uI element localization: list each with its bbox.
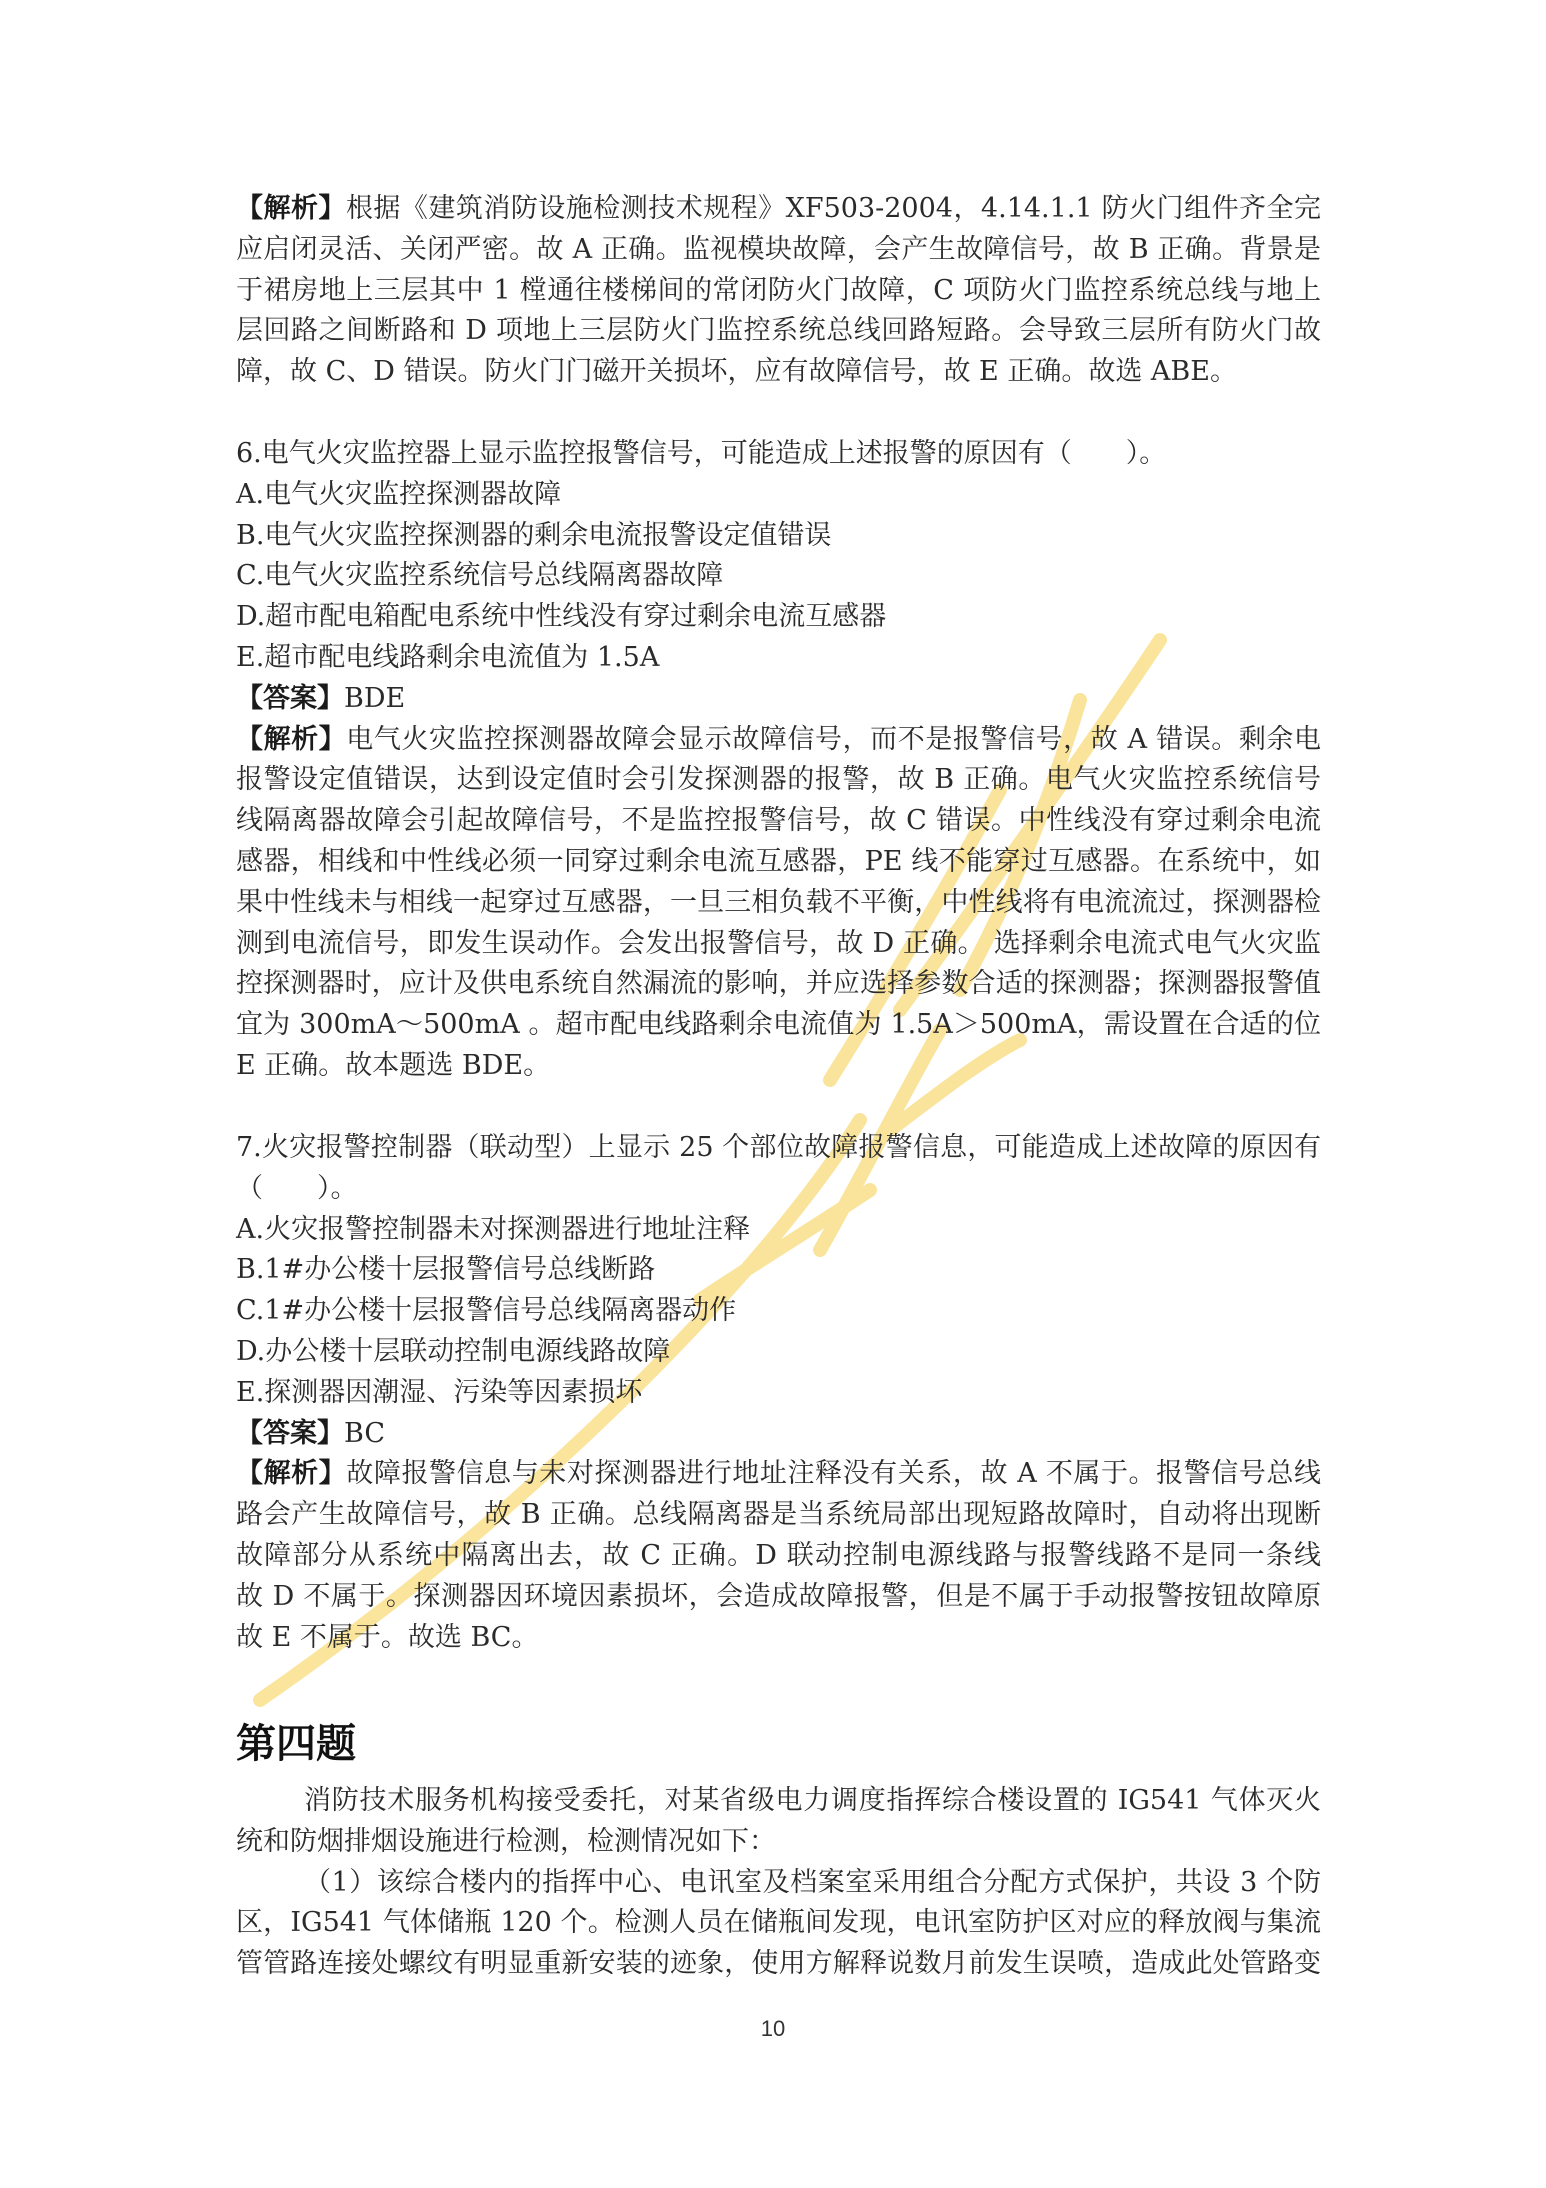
body-line: 消防技术服务机构接受委托，对某省级电力调度指挥综合楼设置的 IG541 气体灭火 xyxy=(304,1785,1321,1816)
page-number: 10 xyxy=(760,2016,786,2041)
analysis-line: E 正确。故本题选 BDE。 xyxy=(236,1049,551,1081)
analysis-line: 故障部分从系统中隔离出去，故 C 正确。D 联动控制电源线路与报警线路不是同一条线 xyxy=(236,1539,1321,1571)
section-4-body xyxy=(236,1781,1321,1985)
analysis-text: 电气火灾监控探测器故障会显示故障信号，而不是报警信号，故 A 错误。剩余电 xyxy=(346,723,1321,755)
analysis-text: 故障报警信息与未对探测器进行地址注释没有关系，故 A 不属于。报警信号总线 xyxy=(346,1458,1321,1490)
body-line: 管管路连接处螺纹有明显重新安装的迹象，使用方解释说数月前发生误喷，造成此处管路变 xyxy=(236,1948,1321,1980)
analysis-line: 感器，相线和中性线必须一同穿过剩余电流互感器，PE 线不能穿过互感器。在系统中，如 xyxy=(236,845,1321,877)
option-e: E.探测器因潮湿、污染等因素损坏 xyxy=(236,1376,643,1408)
body-line: （1）该综合楼内的指挥中心、电讯室及档案室采用组合分配方式保护，共设 3 个防 xyxy=(304,1866,1321,1898)
answer-value: BC xyxy=(344,1417,386,1449)
answer-tag: 【答案】 xyxy=(236,1417,344,1449)
question-6 xyxy=(236,434,1321,1087)
analysis-line: 路会产生故障信号，故 B 正确。总线隔离器是当系统局部出现短路故障时，自动将出现断 xyxy=(236,1499,1321,1531)
analysis-line: 于裙房地上三层其中 1 樘通往楼梯间的常闭防火门故障，C 项防火门监控系统总线与地上 xyxy=(236,274,1321,306)
question-text: （ ）。 xyxy=(236,1172,358,1204)
analysis-line xyxy=(236,1454,1321,1495)
answer-line xyxy=(236,679,1321,720)
answer-line xyxy=(236,1414,1321,1455)
analysis-line xyxy=(236,720,1321,761)
option-b: B.电气火灾监控探测器的剩余电流报警设定值错误 xyxy=(236,519,832,551)
q5-analysis xyxy=(236,189,1321,393)
body-line: 统和防烟排烟设施进行检测，检测情况如下： xyxy=(236,1825,776,1857)
analysis-line: 障，故 C、D 错误。防火门门磁开关损坏，应有故障信号，故 E 正确。故选 ABE。 xyxy=(236,356,1237,388)
option-d: D.超市配电箱配电系统中性线没有穿过剩余电流互感器 xyxy=(236,601,887,633)
analysis-text: 根据《建筑消防设施检测技术规程》XF503-2004，4.14.1.1 防火门组件齐全完 xyxy=(345,193,1321,224)
analysis-line: 测到电流信号，即发生误动作。会发出报警信号，故 D 正确。 选择剩余电流式电气火灾监 xyxy=(236,927,1321,959)
option-a: A.电气火灾监控探测器故障 xyxy=(236,478,562,510)
question-text: 6.电气火灾监控器上显示监控报警信号，可能造成上述报警的原因有（ ）。 xyxy=(236,438,1167,469)
analysis-line: 层回路之间断路和 D 项地上三层防火门监控系统总线回路短路。会导致三层所有防火门故 xyxy=(236,315,1321,347)
body-line: 区，IG541 气体储瓶 120 个。检测人员在储瓶间发现，电讯室防护区对应的释放阀与集流 xyxy=(236,1907,1321,1939)
analysis-line: 宜为 300mA～500mA 。超市配电线路剩余电流值为 1.5A＞500mA，需设置在合适的位 xyxy=(236,1009,1321,1041)
option-e: E.超市配电线路剩余电流值为 1.5A xyxy=(236,641,660,673)
option-c: C.电气火灾监控系统信号总线隔离器故障 xyxy=(236,560,724,592)
analysis-line: 控探测器时，应计及供电系统自然漏流的影响，并应选择参数合适的探测器；探测器报警值 xyxy=(236,968,1321,1000)
question-text: 7.火灾报警控制器（联动型）上显示 25 个部位故障报警信息，可能造成上述故障的原因有 xyxy=(236,1132,1321,1163)
option-c: C.1#办公楼十层报警信号总线隔离器动作 xyxy=(236,1295,737,1327)
option-b: B.1#办公楼十层报警信号总线断路 xyxy=(236,1254,656,1286)
option-a: A.火灾报警控制器未对探测器进行地址注释 xyxy=(236,1213,751,1245)
analysis-tag: 【解析】 xyxy=(236,723,347,755)
analysis-line: 故 E 不属于。故选 BC。 xyxy=(236,1621,539,1653)
analysis-line: 线隔离器故障会引起故障信号，不是监控报警信号，故 C 错误。中性线没有穿过剩余电流 xyxy=(236,805,1321,837)
analysis-line xyxy=(236,189,1321,230)
analysis-tag: 【解析】 xyxy=(236,193,346,224)
answer-value: BDE xyxy=(344,682,406,714)
option-d: D.办公楼十层联动控制电源线路故障 xyxy=(236,1335,671,1367)
question-7 xyxy=(236,1128,1321,1658)
analysis-line: 应启闭灵活、关闭严密。故 A 正确。监视模块故障，会产生故障信号，故 B 正确。背景是 xyxy=(236,233,1321,265)
analysis-line: 果中性线未与相线一起穿过互感器，一旦三相负载不平衡，中性线将有电流流过，探测器检 xyxy=(236,886,1321,918)
analysis-line: 报警设定值错误，达到设定值时会引发探测器的报警，故 B 正确。电气火灾监控系统信号 xyxy=(236,764,1321,796)
analysis-tag: 【解析】 xyxy=(236,1458,347,1490)
section-heading: 第四题 xyxy=(236,1721,356,1767)
answer-tag: 【答案】 xyxy=(236,682,344,714)
analysis-line: 故 D 不属于。探测器因环境因素损坏，会造成故障报警，但是不属于手动报警按钮故障原 xyxy=(236,1580,1321,1612)
